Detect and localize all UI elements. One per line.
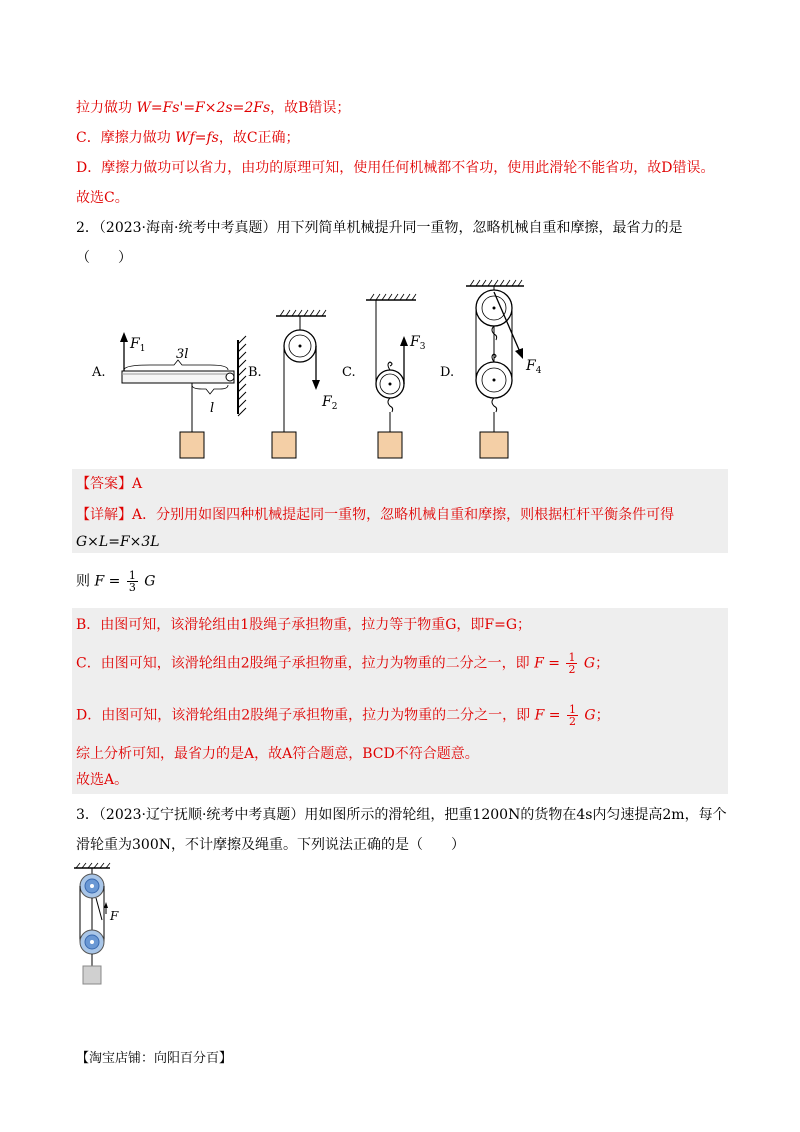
label-a: A. — [92, 365, 106, 380]
q3-figure — [70, 862, 130, 988]
q3-line1: 3．（2023·辽宁抚顺·统考中考真题）用如图所示的滑轮组，把重1200N的货物在4s内匀速提高2m，每个 — [76, 807, 727, 823]
solution-line-b — [76, 98, 350, 118]
label-b: B. — [248, 365, 262, 380]
equation-result — [76, 570, 155, 593]
cargo — [83, 966, 101, 984]
formula: F = — [94, 573, 121, 590]
analysis-c: C．由图可知，该滑轮组由2股绳子承担物重，拉力为物重的二分之一，即 F = $\frac{1}{2}$ G； — [76, 651, 610, 676]
solution-line-d: D．摩擦力做功可以省力，由功的原理可知，使用任何机械都不省功，使用此滑轮不能省功，故D错误。 — [76, 160, 715, 176]
analysis-box — [72, 608, 728, 794]
solution-line-c — [76, 128, 300, 148]
footer-shop: 【淘宝店铺：向阳百分百】 — [76, 1051, 233, 1066]
weight-b — [272, 432, 296, 458]
q2-stem — [76, 218, 682, 238]
text: 拉力做功 — [76, 100, 137, 116]
fraction: $\frac{1}{3}$ — [128, 569, 136, 594]
formula: W=Fs'=F×2s=2Fs — [136, 100, 271, 116]
lever-pivot — [226, 373, 234, 381]
q3-line2: 滑轮重为300N，不计摩擦及绳重。下列说法正确的是（ ） — [76, 837, 465, 853]
label-f3: $F_3$ — [410, 334, 426, 352]
label-f1: $F_1$ — [130, 336, 146, 354]
label-l: l — [210, 401, 215, 416]
analysis-choose: 故选A。 — [76, 772, 129, 788]
analysis-d: D．由图可知，该滑轮组由2股绳子承担物重，拉力为物重的二分之一，即 F = $\frac{1}{2}$ G； — [76, 703, 610, 728]
weight-c — [378, 432, 402, 458]
answer-label: 【答案】A — [76, 476, 143, 492]
label-d: D. — [440, 365, 455, 380]
weight-a — [180, 432, 204, 458]
formula: G — [144, 573, 156, 590]
analysis-summary: 综上分析可知，最省力的是A，故A符合题意，BCD不符合题意。 — [76, 746, 479, 762]
text: ，故B错误； — [270, 100, 351, 116]
label-f: F — [110, 909, 119, 923]
text: ，故C正确； — [218, 130, 300, 146]
label-f2: $F_2$ — [322, 394, 338, 412]
text: 则 — [76, 573, 90, 590]
label-f4: $F_4$ — [526, 358, 542, 376]
formula: Wf=fs — [175, 130, 219, 146]
analysis-b: B．由图可知，该滑轮组由1股绳子承担物重，拉力等于物重G，即F=G； — [76, 617, 532, 633]
label-3l: 3l — [176, 347, 189, 362]
text: C．摩擦力做功 — [76, 130, 176, 146]
answer-detail: 【详解】A．分别用如图四种机械提起同一重物，忽略机械自重和摩擦，则根据杠杆平衡条件可得 — [76, 507, 675, 523]
equation-lever: G×L=F×3L — [76, 534, 160, 550]
weight-d — [480, 432, 508, 458]
label-c: C. — [342, 365, 356, 380]
q2-figure — [80, 272, 560, 464]
solution-choose: 故选C。 — [76, 190, 129, 206]
lever-bar — [122, 371, 234, 383]
q2-paren: （ ） — [76, 250, 132, 266]
question-text: （2023·海南·统考中考真题）用下列简单机械提升同一重物，忽略机械自重和摩擦，最省力的是 — [98, 220, 683, 236]
question-number: 2． — [76, 220, 99, 236]
